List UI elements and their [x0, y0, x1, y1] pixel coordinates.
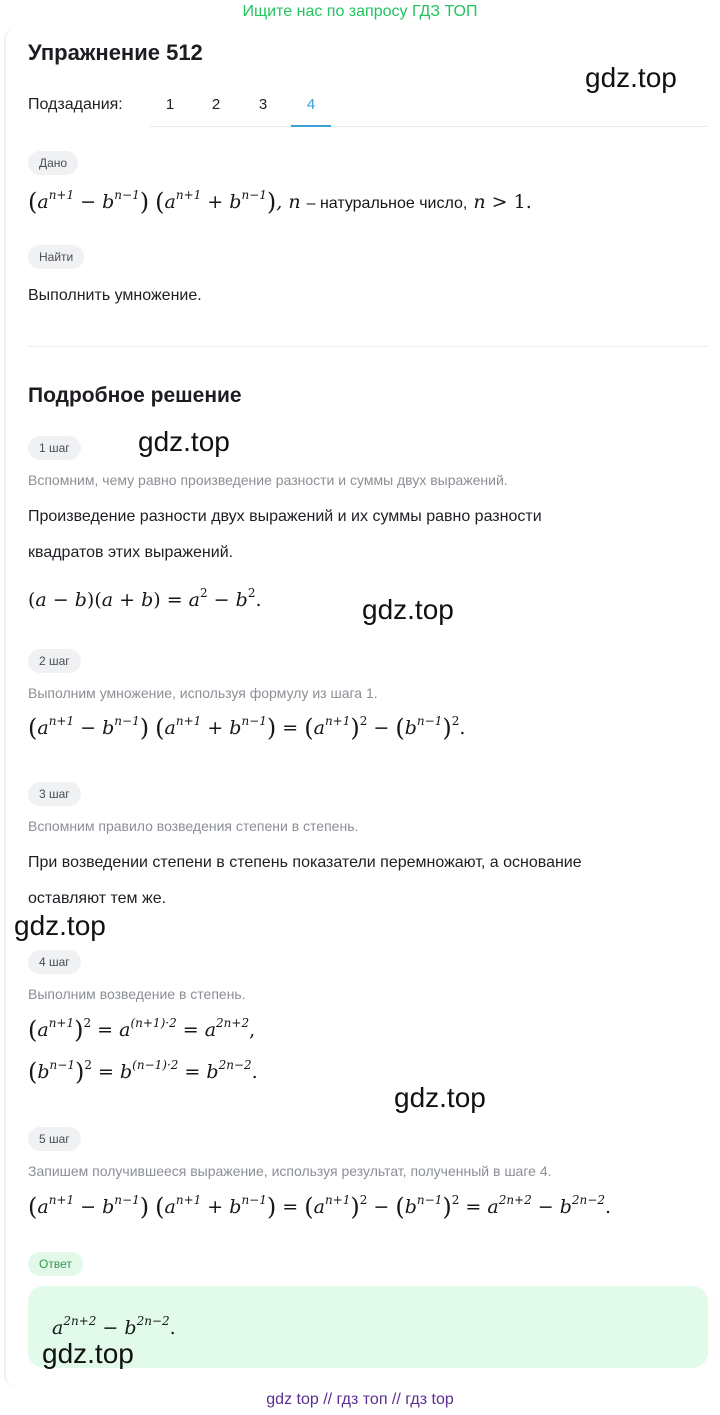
step-2-formula: $(a^{n+1} - b^{n-1}) (a^{n+1} + b^{n-1}) = (a^{n+1})^2 - (b^{n-1})^2$. — [28, 714, 466, 742]
find-text: Выполнить умножение. — [28, 287, 202, 304]
step-3-text-line-2: оставляют тем же. — [28, 890, 167, 907]
top-banner[interactable]: Ищите нас по запросу ГДЗ ТОП — [242, 3, 478, 20]
watermark: gdz.top — [42, 1338, 134, 1369]
watermark: gdz.top — [14, 910, 106, 941]
find-label: Найти — [28, 245, 84, 269]
watermark: gdz.top — [138, 426, 230, 457]
subtasks-label: Подзадания: — [28, 96, 123, 113]
exercise-title: Упражнение 512 — [28, 40, 203, 65]
step-1-text-line-2: квадратов этих выражений. — [28, 544, 234, 561]
answer-formula: $a^{2n+2} - b^{2n-2}$. — [52, 1314, 176, 1339]
step-4-label: 4 шаг — [28, 950, 81, 974]
step-3-text-line-1: При возведении степени в степень показатели перемножают, а основание — [28, 854, 582, 871]
step-5-formula: $(a^{n+1} - b^{n-1}) (a^{n+1} + b^{n-1}) = (a^{n+1})^2 - (b^{n-1})^2 = a^{2n+2} - b^{2n-2}$. — [28, 1193, 612, 1221]
step-2-label: 2 шаг — [28, 649, 81, 673]
divider — [28, 346, 708, 347]
footer-links[interactable]: gdz top // гдз топ // гдз top — [266, 1391, 454, 1408]
watermark: gdz.top — [585, 62, 677, 93]
solution-title: Подробное решение — [28, 384, 242, 407]
step-3-hint: Вспомним правило возведения степени в степень. — [28, 818, 359, 834]
step-3-label: 3 шаг — [28, 782, 81, 806]
step-5-hint: Запишем получившееся выражение, используя результат, полученный в шаге 4. — [28, 1163, 552, 1179]
step-1-hint: Вспомним, чему равно произведение разности и суммы двух выражений. — [28, 472, 508, 488]
step-1-text-line-1: Произведение разности двух выражений и их суммы равно разности — [28, 508, 542, 525]
exercise-card — [4, 26, 718, 1388]
given-text: – натуральное число, — [306, 195, 468, 212]
tab-2[interactable]: 2 — [211, 96, 221, 113]
step-2-hint: Выполним умножение, используя формулу из шага 1. — [28, 685, 378, 701]
step-4-hint: Выполним возведение в степень. — [28, 986, 246, 1002]
tab-1[interactable]: 1 — [165, 96, 175, 113]
step-4-formula-1: $(a^{n+1})^2 = a^{(n+1)\cdot 2} = a^{2n+2}$, — [28, 1016, 256, 1044]
step-1-label: 1 шаг — [28, 436, 81, 460]
watermark: gdz.top — [394, 1082, 486, 1113]
given-expression: $(a^{n+1} - b^{n-1}) (a^{n+1} + b^{n-1})$, n – натуральное число, n > 1. — [28, 188, 532, 216]
given-label: Дано — [28, 151, 78, 175]
answer-label: Ответ — [28, 1252, 83, 1276]
step-5-label: 5 шаг — [28, 1127, 81, 1151]
tab-3[interactable]: 3 — [258, 96, 268, 113]
step-4-formula-2: $(b^{n-1})^2 = b^{(n-1)\cdot 2} = b^{2n-2}$. — [28, 1058, 258, 1086]
watermark: gdz.top — [362, 594, 454, 625]
step-1-formula: $(a - b)(a + b) = a^2 - b^2$. — [28, 586, 262, 611]
tab-4[interactable]: 4 — [291, 88, 331, 127]
